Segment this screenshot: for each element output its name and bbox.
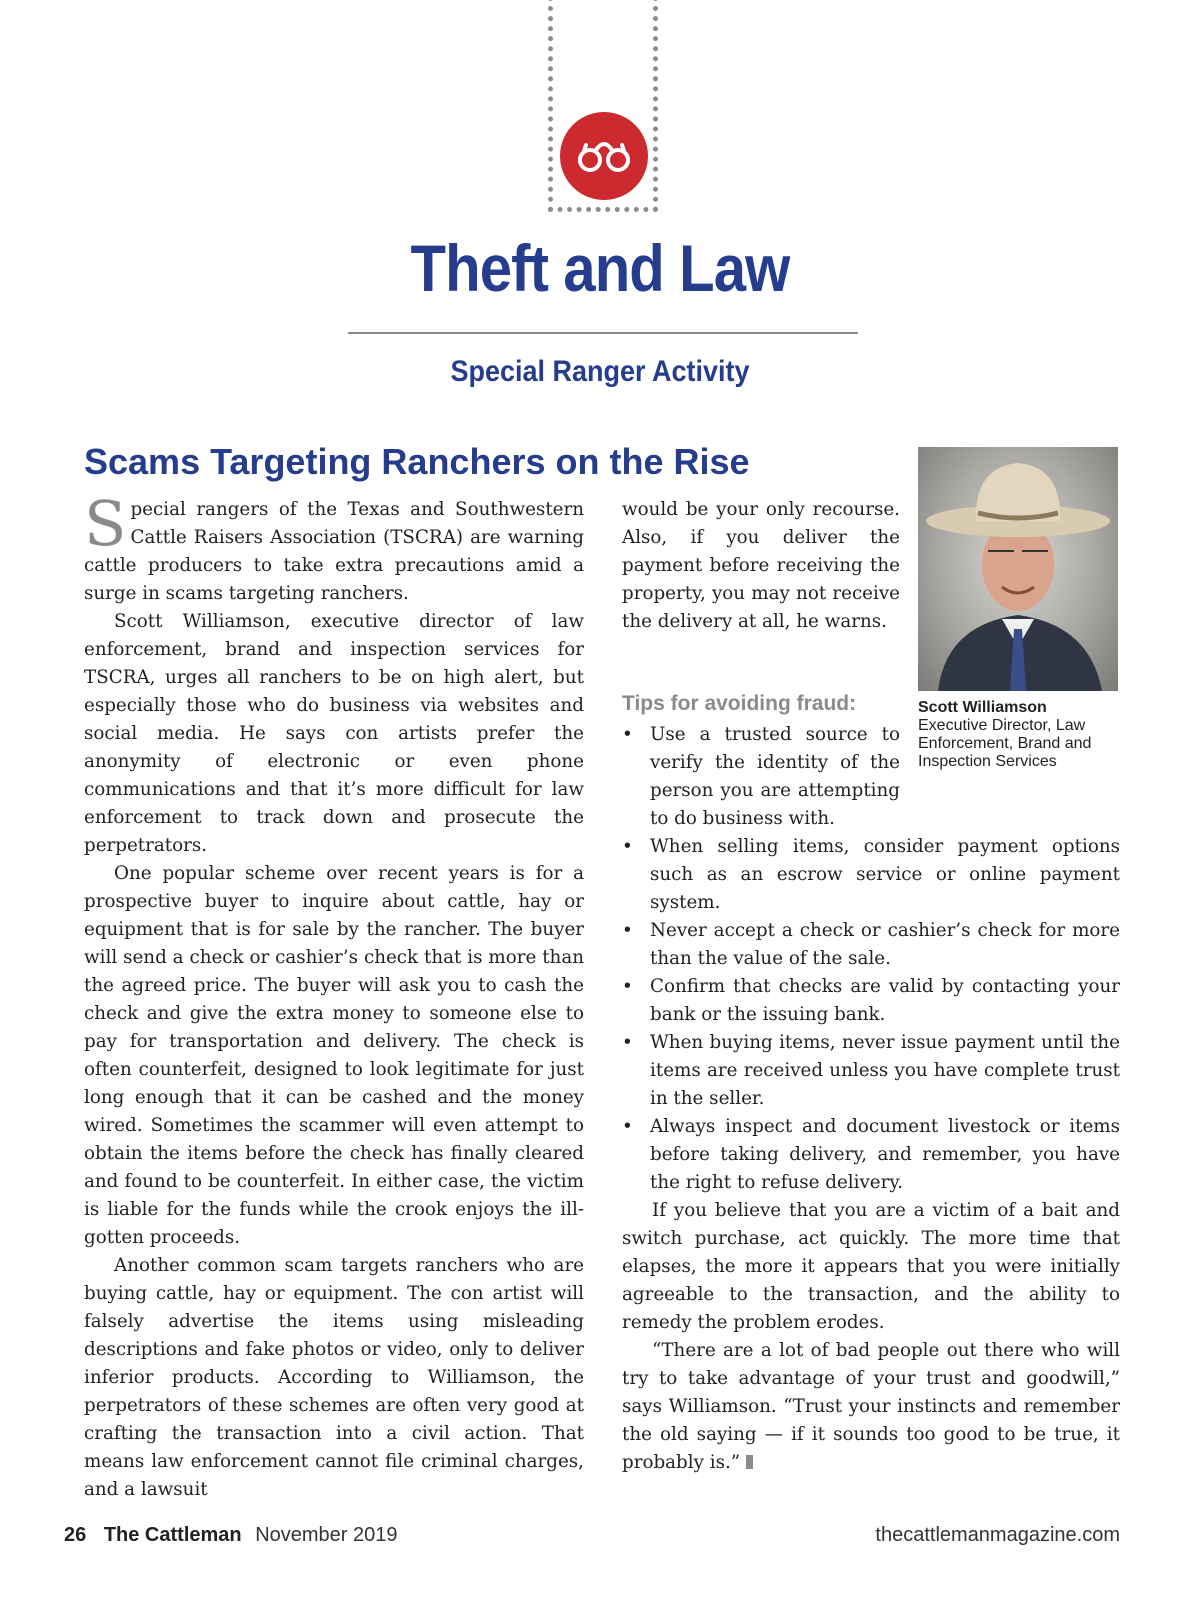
list-item: • Confirm that checks are valid by contacting your bank or the issuing bank. bbox=[622, 973, 1120, 1029]
article-headline: Scams Targeting Ranchers on the Rise bbox=[84, 441, 750, 482]
caption-title: Executive Director, Law Enforcement, Brand and Inspection Services bbox=[918, 717, 1092, 770]
issue-date: November 2019 bbox=[255, 1524, 398, 1546]
bullet-icon: • bbox=[622, 1032, 633, 1053]
list-item: • Always inspect and document livestock or items before taking delivery, and remember, you have the right to refuse delivery. bbox=[622, 1113, 1120, 1197]
paragraph-5: would be your only recourse. Also, if you deliver the payment before receiving the property, you may not receive the delivery at all, he warns. bbox=[622, 499, 900, 632]
paragraph-6: If you believe that you are a victim of a bait and switch purchase, act quickly. The more time that elapses, the more it appears that you were initially agreeable to the transaction, and the ability to remedy the problem erodes. bbox=[622, 1200, 1120, 1333]
paragraph-2: Scott Williamson, executive director of law enforcement, brand and inspection services for TSCRA, urges all ranchers to be on high alert, but especially those who do business via websites and social media. He says con artists prefer the anonymity of electronic or even phone communications and that it’s more difficult for law enforcement to track down and prosecute the perpetrators. bbox=[84, 611, 584, 856]
list-item: • Use a trusted source to verify the identity of the person you are attempting to do business with. bbox=[622, 721, 900, 833]
paragraph-7: “There are a lot of bad people out there who will try to take advantage of your trust and goodwill,” says Williamson. “Trust your instincts and remember the old saying — if it sounds too good to be true, it probably is.” bbox=[622, 1340, 1120, 1473]
list-item: • When selling items, consider payment options such as an escrow service or online payment system. bbox=[622, 833, 1120, 917]
paragraph-3: One popular scheme over recent years is for a prospective buyer to inquire about cattle, hay or equipment that is for sale by the rancher. The buyer will send a check or cashier’s check that is more than the agreed price. The buyer will ask you to cash the check and give the extra money to someone else to pay for transportation and delivery. The check is often counterfeit, designed to look legitimate for just long enough that it can be cashed and the money wired. Sometimes the scammer will even attempt to obtain the items before the check has finally cleared and found to be counterfeit. In either case, the victim is liable for the funds while the crook enjoys the ill-gotten proceeds. bbox=[84, 863, 584, 1248]
handcuffs-icon bbox=[574, 130, 634, 180]
page-footer bbox=[64, 1524, 1120, 1547]
article-column-right-top bbox=[622, 496, 900, 636]
author-photo bbox=[918, 447, 1118, 691]
article-column-right bbox=[622, 690, 1120, 1477]
tips-heading: Tips for avoiding fraud: bbox=[622, 692, 857, 715]
section-badge bbox=[560, 112, 648, 200]
title-divider bbox=[348, 332, 858, 334]
list-item: • Never accept a check or cashier’s check for more than the value of the sale. bbox=[622, 917, 1120, 973]
paragraph-1: Special rangers of the Texas and Southwestern Cattle Raisers Association (TSCRA) are warning cattle producers to take extra precautions amid a surge in scams targeting ranchers. bbox=[84, 487, 584, 604]
bullet-icon: • bbox=[622, 724, 633, 745]
section-subtitle: Special Ranger Activity bbox=[450, 355, 750, 388]
portrait-illustration bbox=[918, 447, 1118, 691]
bullet-icon: • bbox=[622, 920, 633, 941]
paragraph-4: Another common scam targets ranchers who are buying cattle, hay or equipment. The con artist will falsely advertise the items using misleading descriptions and fake photos or video, only to deliver inferior products. According to Williamson, the perpetrators of these schemes are often very good at crafting the transaction into a civil action. That means law enforcement cannot file criminal charges, and a lawsuit bbox=[84, 1255, 584, 1500]
page-number: 26 bbox=[64, 1524, 87, 1546]
bullet-icon: • bbox=[622, 836, 633, 857]
end-mark-icon bbox=[746, 1455, 753, 1469]
caption-name: Scott Williamson bbox=[918, 699, 1047, 716]
tips-list bbox=[622, 721, 1120, 1197]
list-item: • When buying items, never issue payment until the items are received unless you have complete trust in the seller. bbox=[622, 1029, 1120, 1113]
article-column-left bbox=[84, 487, 584, 1504]
section-title: Theft and Law bbox=[410, 231, 790, 305]
magazine-name: The Cattleman bbox=[103, 1524, 242, 1546]
bullet-icon: • bbox=[622, 1116, 633, 1137]
website-link[interactable]: thecattlemanmagazine.com bbox=[875, 1524, 1120, 1546]
drop-cap: S bbox=[84, 487, 127, 560]
bullet-icon: • bbox=[622, 976, 633, 997]
